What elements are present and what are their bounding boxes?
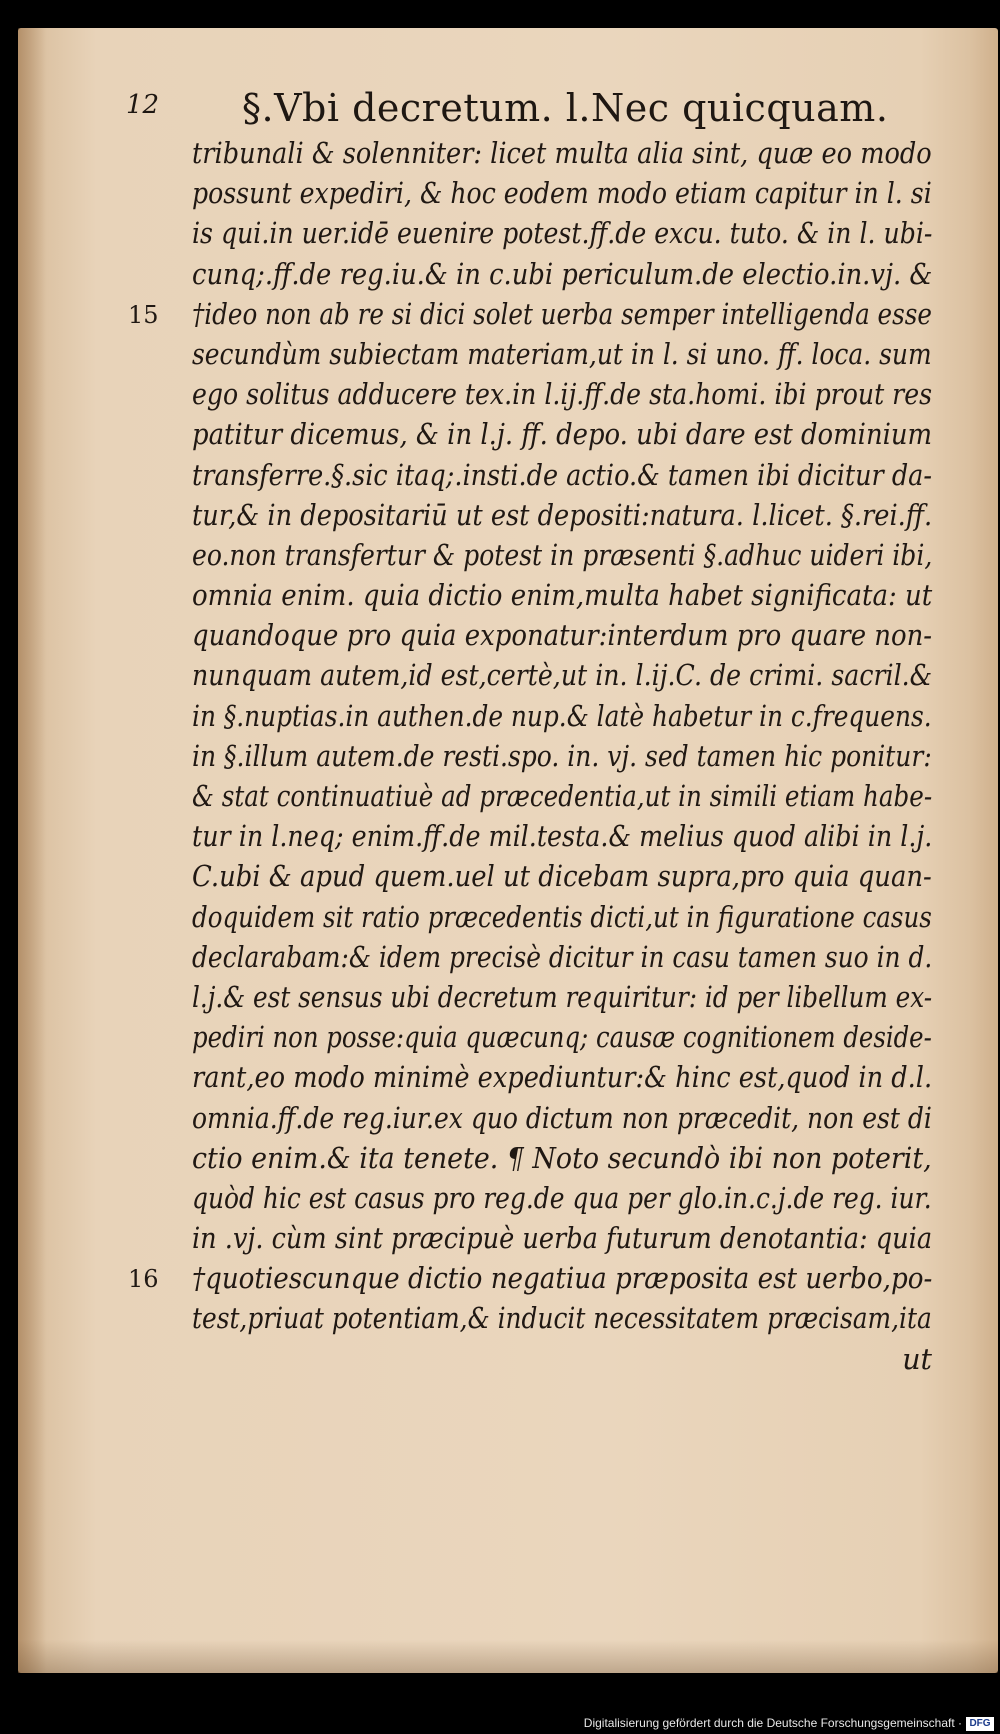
text-line (192, 375, 932, 415)
text-line (192, 737, 932, 777)
margin-note-number: 15 (128, 300, 159, 329)
text-line (192, 1299, 932, 1339)
line-text: tribunali & solenniter: licet multa alia sint, quæ eo modo (192, 137, 932, 170)
text-line (192, 817, 932, 857)
text-line (192, 214, 932, 254)
line-text: possunt expediri, & hoc eodem modo etiam capitur in l. si (192, 177, 932, 211)
line-text: nunquam autem,id est,certè,ut in. l.ij.C. de crimi. sacril.& (192, 659, 933, 693)
line-text: cunq;.ff.de reg.iu.& in c.ubi periculum.de electio.in.vj. & (192, 257, 933, 291)
line-text: l.j.& est sensus ubi decretum requiritur: id per libellum ex- (192, 980, 933, 1014)
text-line (192, 1058, 932, 1098)
text-line (192, 1018, 932, 1058)
line-text: transferre.§.sic itaq;.insti.de actio.& tamen ibi dicitur da- (192, 458, 932, 492)
page-header (0, 86, 1000, 130)
line-text: ut (902, 1342, 932, 1376)
line-text: & stat continuatiuè ad præcedentia,ut in simili etiam habe- (192, 780, 933, 813)
line-text: secundùm subiectam materiam,ut in l. si uno. ff. loca. sum (192, 337, 932, 371)
line-text: tur in l.neq; enim.ff.de mil.testa.& melius quod alibi in l.j. (192, 820, 933, 854)
page-bottom-shadow (18, 1640, 998, 1673)
line-text: ctio enim.& ita tenete. ¶ Noto secundò ibi non poterit, (192, 1141, 932, 1175)
text-line (192, 978, 932, 1018)
text-line (192, 255, 932, 295)
text-line (192, 415, 932, 455)
line-text: is qui.in uer.idē euenire potest.ff.de excu. tuto. & in l. ubi- (192, 217, 933, 251)
line-text: patitur dicemus, & in l.j. ff. depo. ubi dare est dominium (192, 418, 933, 452)
line-text: doquidem sit ratio præcedentis dicti,ut in figuratione casus (192, 900, 932, 934)
line-text: quandoque pro quia exponatur:interdum pro quare non- (192, 619, 933, 653)
text-line (192, 656, 932, 696)
text-line (192, 1340, 932, 1380)
text-line (192, 938, 932, 978)
dfg-logo: DFG (966, 1717, 994, 1731)
text-line (128, 1259, 933, 1299)
line-text: quòd hic est casus pro reg.de qua per glo.in.c.j.de reg. iur. (192, 1181, 932, 1215)
text-line (192, 174, 932, 214)
line-text: test,priuat potentiam,& inducit necessitatem præcisam,ita (192, 1302, 932, 1336)
page-number: 12 (126, 90, 160, 120)
text-line (192, 898, 932, 938)
text-line (192, 1179, 932, 1219)
text-line (192, 335, 932, 375)
line-text: omnia.ff.de reg.iur.ex quo dictum non præcedit, non est di (192, 1101, 932, 1135)
line-text: omnia enim. quia dictio enim,multa habet significata: ut (192, 579, 933, 613)
text-line (192, 1099, 932, 1139)
line-text: in .vj. cùm sint præcipuè uerba futurum denotantia: quia (192, 1222, 933, 1256)
line-text: rant,eo modo minimè expediuntur:& hinc est,quod in d.l. (192, 1061, 933, 1095)
text-line (192, 697, 932, 737)
text-line (192, 496, 932, 536)
digitization-credit: Digitalisierung gefördert durch die Deutsche Forschungsgemeinschaft · (583, 1716, 962, 1730)
page-gutter-shadow (18, 28, 46, 1673)
line-text: pediri non posse:quia quæcunq; causæ cognitionem deside- (192, 1021, 932, 1055)
margin-note-number: 16 (128, 1265, 159, 1294)
line-text: C.ubi & apud quem.uel ut dicebam supra,pro quia quan- (192, 860, 932, 894)
line-text: tur,& in depositariū ut est depositi:natura. l.licet. §.rei.ff. (192, 498, 933, 532)
text-line (192, 857, 932, 897)
text-line (192, 536, 932, 576)
line-text: ego solitus adducere tex.in l.ij.ff.de sta.homi. ibi prout res (192, 378, 933, 412)
text-line (128, 295, 932, 335)
line-text: †quotiescunque dictio negatiua præposita est uerbo,po- (192, 1262, 933, 1296)
line-text: †ideo non ab re si dici solet uerba semper intelligenda esse (192, 297, 932, 331)
text-line (192, 1139, 932, 1179)
line-text: in §.nuptias.in authen.de nup.& latè habetur in c.frequens. (192, 699, 932, 733)
text-line (192, 777, 932, 817)
text-line (192, 576, 932, 616)
running-title: §.Vbi decretum. l.Nec quicquam. (242, 86, 889, 130)
text-line (192, 134, 932, 174)
body-text (128, 134, 933, 1380)
line-text: in §.illum autem.de resti.spo. in. vj. sed tamen hic ponitur: (192, 739, 932, 773)
line-text: eo.non transfertur & potest in præsenti §.adhuc uideri ibi, (192, 538, 933, 572)
line-text: declarabam:& idem precisè dicitur in casu tamen suo in d. (192, 940, 933, 974)
text-line (192, 616, 932, 656)
text-line (192, 1219, 932, 1259)
text-line (192, 456, 932, 496)
